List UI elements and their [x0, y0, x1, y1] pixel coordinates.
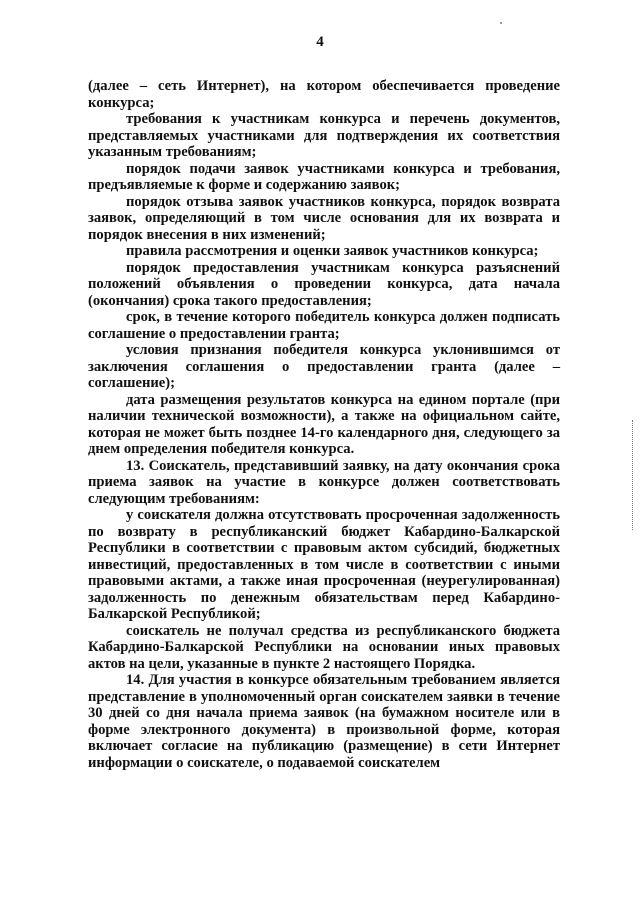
paragraph: дата размещения результатов конкурса на едином портале (при наличии технической возможности), а также на официальном сайте, которая не может быть позднее 14-го календарного дня, следующего за днем определения победителя конкурса. [88, 391, 560, 457]
paragraph: срок, в течение которого победитель конкурса должен подписать соглашение о предоставлении гранта; [88, 309, 560, 342]
paragraph: (далее – сеть Интернет), на котором обеспечивается проведение конкурса; [88, 78, 560, 111]
paragraph: порядок предоставления участникам конкурса разъяснений положений объявления о проведении конкурса, дата начала (окончания) срока такого предоставления; [88, 259, 560, 309]
page-number: 4 [316, 34, 324, 50]
paragraph: требования к участникам конкурса и перечень документов, представляемых участниками для подтверждения их соответствия указанным требованиям; [88, 111, 560, 160]
scan-speck [500, 22, 502, 24]
scan-edge-mark [632, 420, 634, 530]
paragraph: у соискателя должна отсутствовать просроченная задолженность по возврату в республиканский бюджет Кабардино-Балкарской Республики в соответствии с правовым актом субсидий, бюджетных инвестиций, предоставленных в том числе в соответствии с иными правовыми актами, а также иная просроченная (неурегулированная) задолженность по денежным обязательствам перед Кабардино-Балкарской Республикой; [88, 507, 560, 622]
paragraph: порядок отзыва заявок участников конкурса, порядок возврата заявок, определяющий в том числе основания для их возврата и порядок внесения в них изменений; [88, 193, 560, 243]
paragraph: условия признания победителя конкурса уклонившимся от заключения соглашения о предоставлении гранта (далее – соглашение); [88, 342, 560, 391]
paragraph: 14. Для участия в конкурсе обязательным требованием является представление в уполномоченный орган соискателем заявки в течение 30 дней со дня начала приема заявок (на бумажном носителе или в форме электронного документа) в произвольной форме, которая включает согласие на публикацию (размещение) в сети Интернет информации о соискателе, о подаваемой соискателем [88, 672, 560, 771]
body-text [88, 78, 560, 771]
paragraph: 13. Соискатель, представивший заявку, на дату окончания срока приема заявок на участие в конкурсе должен соответствовать следующим требованиям: [88, 457, 560, 507]
paragraph: правила рассмотрения и оценки заявок участников конкурса; [126, 243, 539, 259]
paragraph: соискатель не получал средства из республиканского бюджета Кабардино-Балкарской Республики на основании иных правовых актов на цели, указанные в пункте 2 настоящего Порядка. [88, 622, 560, 672]
paragraph: порядок подачи заявок участниками конкурса и требования, предъявляемые к форме и содержанию заявок; [88, 160, 560, 193]
